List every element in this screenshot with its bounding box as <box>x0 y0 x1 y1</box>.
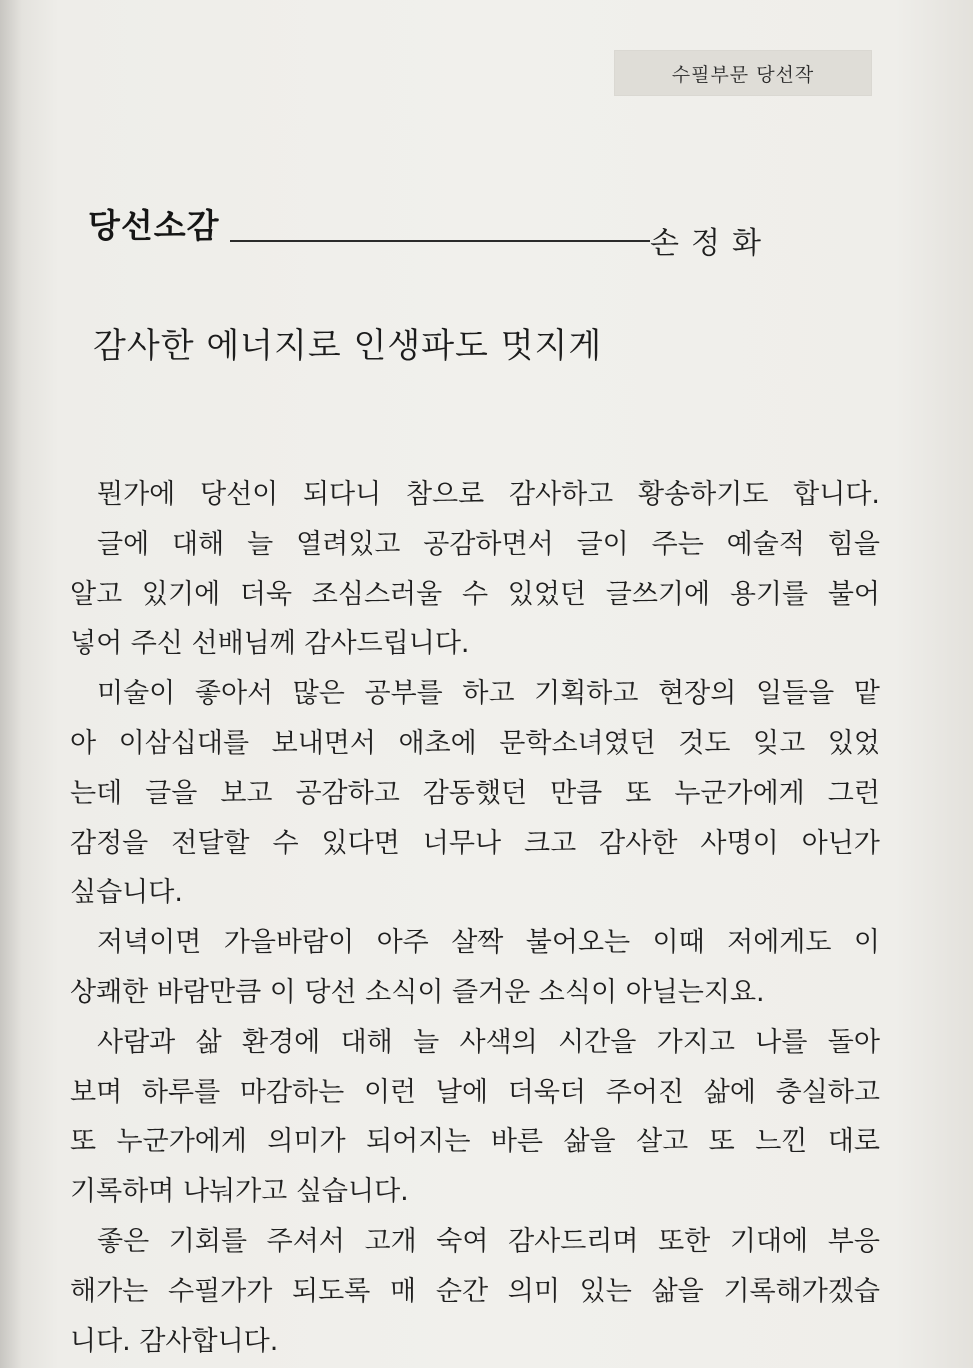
word: 기회를 <box>168 1225 248 1257</box>
word: 주셔서 <box>266 1225 345 1257</box>
word: 일들을 <box>755 678 835 710</box>
word: 많은 <box>292 678 345 710</box>
body-line <box>70 1068 880 1118</box>
word: 만큼 <box>550 777 603 809</box>
word: 는데 <box>70 777 123 809</box>
section-header-tab <box>614 50 872 96</box>
word: 주어진 <box>605 1076 684 1108</box>
word: 부응 <box>827 1225 880 1257</box>
word: 글을 <box>145 777 198 809</box>
body-line <box>70 520 880 570</box>
word: 나를 <box>755 1026 808 1058</box>
word: 전달할 <box>171 827 250 859</box>
word: 삶 <box>195 1026 222 1058</box>
word: 감사하고 <box>508 479 614 510</box>
body-line: 기록하며 나눠가고 싶습니다. <box>70 1176 409 1208</box>
body-line <box>70 1217 880 1267</box>
word: 열려있고 <box>296 528 401 560</box>
body-line <box>70 669 880 719</box>
word: 크고 <box>524 827 577 859</box>
word: 그런 <box>827 777 880 809</box>
word: 사명이 <box>700 827 779 859</box>
word: 삶에 <box>703 1076 756 1108</box>
word: 순간 <box>435 1275 489 1307</box>
word: 바른 <box>490 1126 544 1158</box>
word: 애초에 <box>398 727 477 759</box>
word: 또 <box>708 1126 735 1158</box>
word: 늘 <box>413 1026 440 1058</box>
body-line: 니다. 감사합니다. <box>70 1325 279 1357</box>
word: 기록해가겠습 <box>723 1275 880 1307</box>
author-name: 손정화 <box>650 226 773 261</box>
word: 충실하고 <box>775 1076 880 1108</box>
word: 현장의 <box>658 678 737 710</box>
word: 해가는 <box>70 1275 149 1307</box>
word: 참으로 <box>405 479 485 510</box>
word: 있었던 <box>507 578 587 610</box>
word: 또한 <box>658 1225 711 1257</box>
word: 환경에 <box>242 1026 321 1058</box>
body-line: 싶습니다. <box>70 877 183 909</box>
word: 아닌가 <box>801 827 880 859</box>
word: 감동했던 <box>422 777 528 809</box>
word: 아 <box>70 727 97 759</box>
word: 되다니 <box>302 479 382 510</box>
section-label: 수필부문 당선작 <box>671 63 815 86</box>
heading-row <box>88 200 788 260</box>
body-line <box>70 918 880 968</box>
body-line <box>70 1117 880 1167</box>
word: 삶을 <box>651 1275 704 1307</box>
word: 되도록 <box>292 1275 371 1307</box>
essay-subtitle: 감사한 에너지로 인생파도 멋지게 <box>93 326 603 366</box>
word: 대해 <box>340 1026 393 1058</box>
word: 수 <box>272 827 299 859</box>
word: 사람과 <box>97 1026 176 1058</box>
word: 것도 <box>678 727 731 759</box>
word: 보내면서 <box>271 727 376 759</box>
word: 대해 <box>172 528 225 560</box>
word: 이삼십대를 <box>118 727 250 759</box>
word: 가을바람이 <box>223 927 355 959</box>
word: 글이 <box>576 528 629 560</box>
word: 예술적 <box>726 528 805 560</box>
word: 아주 <box>376 927 429 959</box>
word: 또 <box>625 777 652 809</box>
word: 대로 <box>827 1126 880 1158</box>
word: 당선이 <box>199 479 279 510</box>
word: 문학소녀였던 <box>499 727 656 759</box>
word: 하루를 <box>141 1076 221 1108</box>
word: 맡 <box>853 678 880 710</box>
word: 감정을 <box>70 827 149 859</box>
body-line <box>70 819 880 869</box>
word: 수필가가 <box>167 1275 273 1307</box>
word: 기대에 <box>729 1225 809 1257</box>
word: 너무나 <box>422 827 502 859</box>
word: 감사한 <box>599 827 678 859</box>
word: 수 <box>461 578 489 610</box>
heading-rule <box>230 240 650 242</box>
word: 이때 <box>652 927 705 959</box>
word: 뭔가에 <box>97 479 176 510</box>
word: 미술이 <box>97 678 176 710</box>
word: 삶을 <box>563 1126 616 1158</box>
word: 글쓰기에 <box>605 578 711 610</box>
word: 늘 <box>247 528 274 560</box>
word: 있는 <box>579 1275 632 1307</box>
word: 살고 <box>636 1126 689 1158</box>
body-line <box>70 719 880 769</box>
word: 하고 <box>462 678 515 710</box>
word: 용기를 <box>729 578 809 610</box>
word: 좋아서 <box>194 678 274 710</box>
word: 숙여 <box>436 1225 489 1257</box>
word: 공감하면서 <box>423 528 554 560</box>
word: 불어오는 <box>525 927 631 959</box>
word: 시간을 <box>558 1026 637 1058</box>
word: 불어 <box>827 578 880 610</box>
word: 날에 <box>435 1076 489 1108</box>
word: 좋은 <box>97 1225 150 1257</box>
word: 이 <box>853 927 880 959</box>
word: 사색의 <box>459 1026 538 1058</box>
word: 누군가에게 <box>116 1126 247 1158</box>
word: 또 <box>70 1126 97 1158</box>
word: 글에 <box>97 528 150 560</box>
word: 더욱더 <box>507 1076 587 1108</box>
word: 힘을 <box>827 528 880 560</box>
body-text <box>70 470 880 1366</box>
word: 저녁이면 <box>97 927 202 959</box>
body-line <box>70 769 880 819</box>
body-line: 넣어 주신 선배님께 감사드립니다. <box>70 628 470 660</box>
word: 알고 <box>70 578 123 610</box>
word: 더욱 <box>239 578 293 610</box>
word: 돌아 <box>827 1026 880 1058</box>
word: 황송하기도 <box>638 479 769 510</box>
word: 합니다. <box>793 479 880 510</box>
word: 의미가 <box>267 1126 346 1158</box>
heading-title: 당선소감 <box>88 206 220 245</box>
word: 기획하고 <box>534 678 639 710</box>
body-line <box>70 1267 880 1317</box>
word: 감사드리며 <box>508 1225 639 1257</box>
body-line <box>70 470 880 520</box>
word: 잊고 <box>753 727 806 759</box>
word: 있기에 <box>141 578 221 610</box>
word: 마감하는 <box>239 1076 345 1108</box>
word: 매 <box>390 1275 417 1307</box>
word: 의미 <box>507 1275 560 1307</box>
word: 고개 <box>364 1225 417 1257</box>
body-line <box>70 1018 880 1068</box>
word: 되어지는 <box>366 1126 471 1158</box>
word: 살짝 <box>451 927 504 959</box>
word: 보고 <box>220 777 273 809</box>
word: 있다면 <box>321 827 400 859</box>
word: 보며 <box>70 1076 123 1108</box>
word: 조심스러울 <box>311 578 443 610</box>
word: 느낀 <box>755 1126 808 1158</box>
word: 주는 <box>651 528 704 560</box>
word: 이런 <box>363 1076 417 1108</box>
body-line <box>70 570 880 620</box>
word: 누군가에게 <box>674 777 805 809</box>
word: 있었 <box>827 727 880 759</box>
word: 저에게도 <box>727 927 832 959</box>
word: 가지고 <box>656 1026 735 1058</box>
word: 공부를 <box>364 678 443 710</box>
body-line: 상쾌한 바람만큼 이 당선 소식이 즐거운 소식이 아닐는지요. <box>70 976 765 1008</box>
word: 공감하고 <box>295 777 400 809</box>
spine-shadow <box>0 0 22 1368</box>
